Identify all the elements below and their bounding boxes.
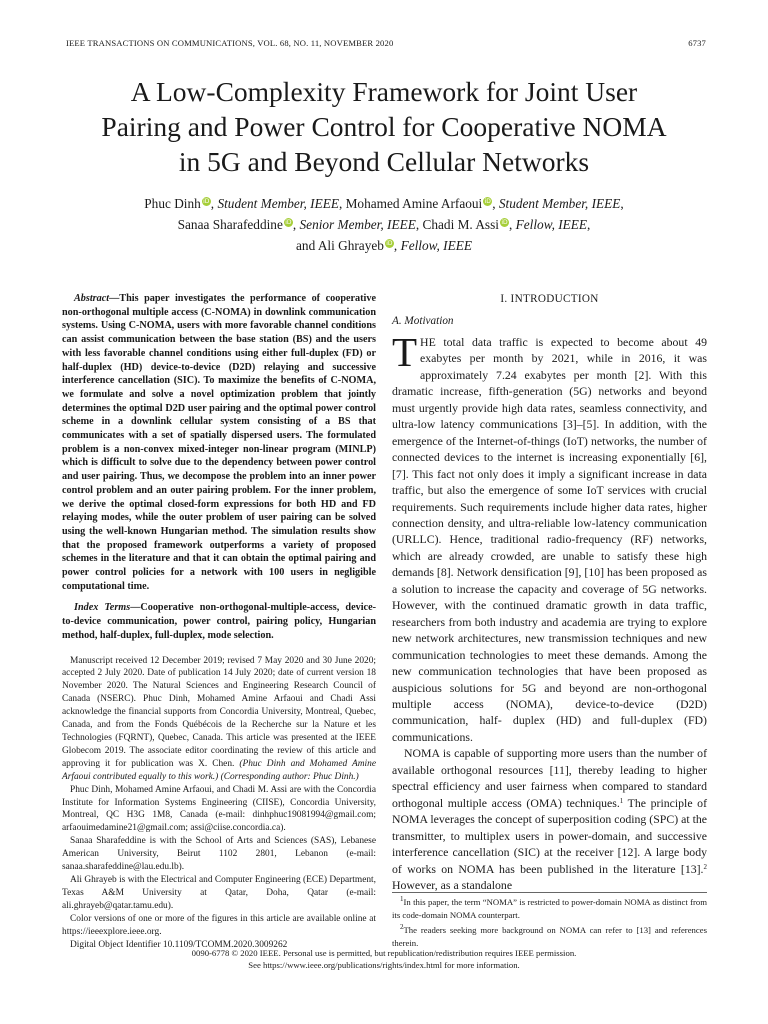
author-role: Fellow, IEEE bbox=[515, 217, 588, 232]
title-line-2: Pairing and Power Control for Cooperative NOMA bbox=[101, 111, 667, 142]
title-line-3: in 5G and Beyond Cellular Networks bbox=[178, 146, 590, 177]
drop-cap: T bbox=[392, 329, 418, 375]
abstract-lead: Abstract bbox=[74, 293, 110, 304]
author-line-1: Phuc Dinh iD, Student Member, IEEE, Mohamed Amine Arfaoui iD, Student Member, IEEE, bbox=[144, 196, 624, 211]
author-line-3: and Ali Ghrayeb iD, Fellow, IEEE bbox=[296, 238, 472, 253]
abstract bbox=[62, 292, 376, 593]
index-terms-lead: Index Terms bbox=[74, 602, 131, 614]
author-name: Sanaa Sharafeddine bbox=[177, 217, 283, 232]
footnote-marker[interactable]: 2 bbox=[703, 862, 707, 871]
section-heading: I. INTRODUCTION bbox=[500, 293, 599, 305]
footnote: $^1$In this paper, the term “NOMA” is restricted to power-domain NOMA as distinct from its code-domain NOMA counterpart. bbox=[392, 895, 707, 920]
affiliation-note: Sanaa Sharafeddine is with the School of Arts and Sciences (SAS), Lebanese American University, Beirut 1102 2801, Lebanon (e-mail: sanaa.sharafeddine@lau.edu.lb). bbox=[62, 836, 376, 873]
subsection-heading: A. Motivation bbox=[392, 315, 454, 327]
author-role: Student Member, IEEE bbox=[498, 196, 621, 211]
author-role: Senior Member, IEEE bbox=[299, 217, 416, 232]
title-line-1: A Low-Complexity Framework for Joint User bbox=[130, 76, 638, 107]
footnotes bbox=[392, 892, 707, 952]
author-list bbox=[40, 193, 728, 256]
footnote: $^2$The readers seeking more background on NOMA can refer to [13] and references therein. bbox=[392, 923, 707, 948]
orcid-icon[interactable]: iD bbox=[386, 240, 393, 247]
color-note: Color versions of one or more of the figures in this article are available online at https://ieeexplore.ieee.org. bbox=[62, 913, 376, 937]
body-paragraph: NOMA is capable of supporting more users than the number of available orthogonal resources [11], thereby leading to higher spectral efficiency and user fairness when compared to standard orthogonal multiple access (OMA) techniques.$^1$ The principle of NOMA leverages the concept of superposition coding (SPC) at the transmitter, to multiplex users in power-domain, and successive interference cancellation (SIC) at the receiver [12]. A large body of works on NOMA has been published in the literature [13].$^2$ However, as a standalone bbox=[392, 746, 707, 892]
orcid-icon[interactable]: iD bbox=[203, 198, 210, 205]
author-name: Mohamed Amine Arfaoui bbox=[345, 196, 483, 211]
index-terms bbox=[62, 601, 376, 642]
author-line-2: Sanaa Sharafeddine iD, Senior Member, IEEE, Chadi M. Assi iD, Fellow, IEEE, bbox=[177, 217, 591, 232]
right-column bbox=[392, 292, 707, 893]
paper-title bbox=[40, 74, 728, 179]
copyright-line-2: See https://www.ieee.org/publications/rights/index.html for more information. bbox=[248, 960, 520, 970]
affiliation-note: Ali Ghrayeb is with the Electrical and Computer Engineering (ECE) Department, Texas A&M University at Qatar, Doha, Qatar (e-mail: ali.ghrayeb@qatar.tamu.edu). bbox=[62, 874, 376, 911]
author-role: Fellow, IEEE bbox=[400, 238, 472, 253]
manuscript-note: Manuscript received 12 December 2019; revised 7 May 2020 and 30 June 2020; accepted 2 July 2020. Date of publication 14 July 2020; date of current version 18 November 2020. The Natural Sciences and Engineering Research Council of Canada (NSERC). Phuc Dinh, Mohamed Amine Arfaoui and Chadi Assi acknowledge the financial supports from Concordia University, Montreal, Quebec, Canada, and from the Fonds Québécois de la Recherche sur la Nature et les Technologies (FQRNT), Quebec, Canada. This article was presented at the IEEE Globecom 2019. The associate editor coordinating the review of this article and approving it for publication was X. Chen. (Phuc Dinh and Mohamed Amine Arfaoui contributed equally to this work.) (Corresponding author: Phuc Dinh.) bbox=[62, 655, 376, 782]
page-number: 6737 bbox=[688, 38, 706, 48]
orcid-icon[interactable]: iD bbox=[484, 198, 491, 205]
first-page-notes bbox=[62, 655, 376, 952]
abstract-text: —This paper investigates the performance of cooperative non-orthogonal multiple access (C-NOMA) in downlink communication systems. Using C-NOMA, users with more favorable channel conditions can assist communication between the base station (BS) and the users with less favorable channel conditions using either full-duplex (FD) or half-duplex (HD) device-to-device (D2D) relaying and successive interference cancellation (SIC). To maximize the benefits of C-NOMA, we formulate and solve a novel optimization problem that jointly determines the optimal D2D user pairing and the optimal power control scheme in a downlink cellular system consisting of a BS that communicates with a set of spatially dispersed users. The formulated problem is a non-convex mixed-integer non-linear program (MINLP) which is difficult to solve due to the dependency between power control and user pairing. Thus, we decompose the problem into an inner power control problem and an outer pairing problem. For the inner problem, we derive the optimal closed-form expressions for both HD and FD relaying modes, while the outer problem of user pairing can be solved using the well-known Hungarian method. The simulation results show that the proposed framework outperforms a variety of proposed schemes in the literature and that it can obtain the optimal pairing and power control policies for a network with 100 users in negligible computational time. bbox=[62, 293, 376, 592]
author-role: Student Member, IEEE bbox=[217, 196, 339, 211]
doi-note: Digital Object Identifier 10.1109/TCOMM.2020.3009262 bbox=[70, 939, 288, 950]
author-prefix: and bbox=[296, 238, 318, 253]
left-column bbox=[62, 292, 376, 951]
author-name: Ali Ghrayeb bbox=[317, 238, 384, 253]
copyright-notice bbox=[40, 947, 728, 971]
author-name: Chadi M. Assi bbox=[422, 217, 499, 232]
journal-header: IEEE TRANSACTIONS ON COMMUNICATIONS, VOL. 68, NO. 11, NOVEMBER 2020 bbox=[66, 38, 394, 48]
body-paragraph: THE total data traffic is expected to become about 49 exabytes per month by 2021, while in 2016, it was approximately 7.24 exabytes per month [2]. With this dramatic increase, fifth-generation (5G) networks and beyond must urgently provide high data rates, seamless connectivity, and ultra-low latency communications [3]–[5]. In addition, with the emergence of the Internet-of-things (IoT) networks, the number of connected devices to the internet is increasing exponentially [6], [7]. This fact not only does it imply a significant increase in data traffic, but also the emergence of some IoT services with crucial requirements. Such requirements include higher data rates, higher connection density, and ultra-reliable low-latency communication (URLLC). Hence, traditional radio-frequency (RF) networks, which are already crowded, are unable to satisfy these high demands [8]. Network densification [9], [10] has been proposed as a solution to increase the capacity and coverage of 5G networks. However, with the continued dramatic growth in data traffic, researchers from both industry and academia are trying to explore new network architectures, new transmission techniques and new communication technologies to meet these demands. Among the new communication technologies that have been proposed as auspicious solutions for 5G and beyond are non-orthogonal multiple access (NOMA), device-to-device (D2D) communication, half- duplex (HD) and full-duplex (FD) communications. bbox=[392, 329, 707, 744]
copyright-line-1: 0090-6778 © 2020 IEEE. Personal use is permitted, but republication/redistribution requires IEEE permission. bbox=[191, 948, 577, 958]
running-head bbox=[66, 38, 706, 52]
affiliation-note: Phuc Dinh, Mohamed Amine Arfaoui, and Chadi M. Assi are with the Concordia Institute for Information Systems Engineering (CIISE), Concordia University, Montreal, QC H3G 1M8, Canada (e-mail: dinhphuc19081994@gmail.com; arfaouimedamine21@gmail.com; assi@ciise.concordia.ca). bbox=[62, 784, 376, 834]
footnote-marker[interactable]: 1 bbox=[619, 796, 624, 805]
orcid-icon[interactable]: iD bbox=[501, 219, 508, 226]
author-name: Phuc Dinh bbox=[144, 196, 201, 211]
orcid-icon[interactable]: iD bbox=[285, 219, 292, 226]
index-terms-text: —Cooperative non-orthogonal-multiple-access, device-to-device communication, power control, pairing policy, Hungarian method, half-duplex, full-duplex, mode selection. bbox=[62, 602, 376, 641]
